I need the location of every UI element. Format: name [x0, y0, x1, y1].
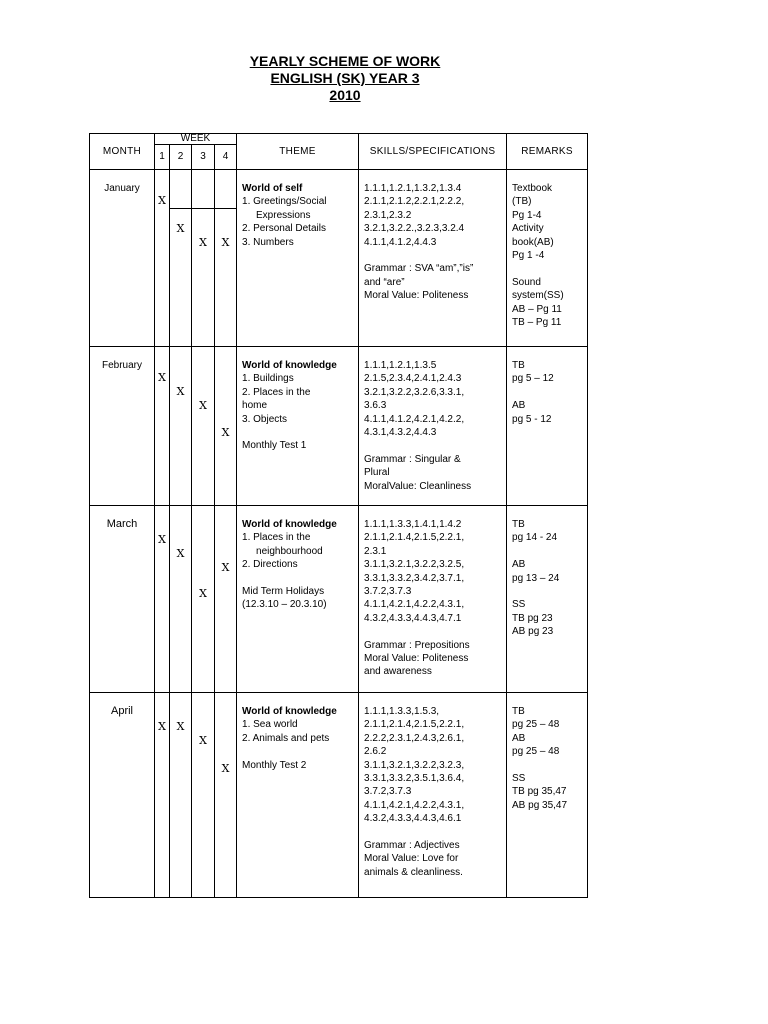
- skills-line: 3.3.1,3.3.2,3.5.1,3.6.4,: [364, 773, 465, 785]
- week-mark: X: [199, 734, 207, 747]
- skills-line: 1.1.1,1.2.1,1.3.2,1.3.4: [364, 183, 462, 194]
- skills-cell: [359, 506, 507, 693]
- week-mark: X: [158, 371, 166, 384]
- week-3-cell: [192, 693, 215, 898]
- theme-line: 1. Sea world: [242, 719, 298, 731]
- remarks-line: pg 5 – 12: [512, 373, 554, 385]
- week-1-header: 1: [155, 145, 170, 170]
- theme-line: Mid Term Holidays: [242, 586, 325, 598]
- week-mark: X: [221, 426, 230, 439]
- week-4-cell: [215, 693, 237, 898]
- theme-line: Expressions: [256, 209, 311, 221]
- spacer: [364, 826, 502, 839]
- skills-line: 4.1.1,4.2.1,4.2.2,4.3.1,: [364, 599, 465, 611]
- skills-line: and awareness: [364, 666, 432, 678]
- month-cell: February: [90, 347, 155, 506]
- document-title-line-1: YEARLY SCHEME OF WORK: [249, 53, 441, 69]
- week-2-cell: [170, 506, 192, 693]
- skills-line: 3.3.1,3.3.2,3.4.2,3.7.1,: [364, 572, 465, 584]
- theme-line: Monthly Test 1: [242, 440, 307, 452]
- week-mark: X: [221, 236, 230, 249]
- theme-cell: [237, 506, 359, 693]
- month-header: MONTH: [90, 134, 155, 170]
- theme-title: World of self: [242, 183, 303, 194]
- week-4-cell: [215, 170, 237, 347]
- spacer: [242, 572, 354, 585]
- theme-cell: [237, 693, 359, 898]
- week-mark: X: [176, 547, 185, 560]
- month-cell: March: [90, 506, 155, 693]
- week-mark: X: [176, 222, 185, 235]
- skills-line: 2.6.2: [364, 746, 387, 758]
- remarks-line: TB pg 23: [512, 612, 553, 624]
- skills-line: 2.1.5,2.3.4,2.4.1,2.4.3: [364, 373, 462, 385]
- remarks-line: TB – Pg 11: [512, 317, 562, 329]
- skills-line: Moral Value: Politeness: [364, 653, 469, 665]
- remarks-line: system(SS): [512, 290, 564, 302]
- theme-line: 2. Personal Details: [242, 223, 326, 235]
- skills-line: animals & cleanliness.: [364, 866, 463, 878]
- remarks-line: SS: [512, 599, 526, 611]
- spacer: [364, 625, 502, 638]
- week-1-cell: [155, 693, 170, 898]
- skills-line: 4.1.1,4.1.2,4.4.3: [364, 236, 437, 248]
- remarks-line: Activity: [512, 223, 544, 235]
- remarks-line: Pg 1-4: [512, 209, 542, 221]
- skills-line: 4.3.1,4.3.2,4.4.3: [364, 427, 437, 439]
- table-row: [90, 347, 588, 506]
- remarks-line: pg 14 - 24: [512, 532, 558, 544]
- remarks-cell: [507, 170, 588, 347]
- skills-line: 2.1.1,2.1.4,2.1.5,2.2.1,: [364, 532, 465, 544]
- remarks-line: TB: [512, 706, 525, 717]
- week-mark: X: [221, 762, 230, 775]
- skills-line: Moral Value: Love for: [364, 853, 459, 865]
- spacer: [512, 545, 584, 558]
- theme-cell: [237, 347, 359, 506]
- remarks-line: TB pg 35,47: [512, 786, 567, 798]
- week-4-cell: [215, 506, 237, 693]
- skills-line: and “are”: [364, 276, 405, 288]
- document-title-line-2: ENGLISH (SK) YEAR 3: [270, 70, 420, 86]
- week-mark: X: [158, 720, 166, 733]
- skills-line: 1.1.1,1.3.3,1.4.1,1.4.2: [364, 519, 462, 530]
- skills-cell: [359, 693, 507, 898]
- remarks-line: AB pg 23: [512, 626, 554, 638]
- week-mark: X: [158, 194, 166, 207]
- skills-line: Grammar : Adjectives: [364, 840, 460, 852]
- remarks-line: pg 25 – 48: [512, 719, 560, 731]
- remarks-line: pg 5 - 12: [512, 413, 552, 425]
- skills-line: Moral Value: Politeness: [364, 290, 469, 302]
- cell-divider: [192, 208, 214, 209]
- week-mark: X: [176, 720, 185, 733]
- skills-line: 1.1.1,1.3.3,1.5.3,: [364, 706, 440, 717]
- spacer: [512, 386, 584, 399]
- week-3-cell: [192, 506, 215, 693]
- theme-line: 2. Animals and pets: [242, 732, 330, 744]
- spacer: [242, 745, 354, 758]
- theme-line: Monthly Test 2: [242, 759, 307, 771]
- skills-line: 4.1.1,4.1.2,4.2.1,4.2.2,: [364, 413, 465, 425]
- week-mark: X: [158, 533, 166, 546]
- theme-header: THEME: [237, 134, 359, 170]
- remarks-line: pg 25 – 48: [512, 746, 560, 758]
- remarks-line: TB: [512, 519, 525, 530]
- theme-line: neighbourhood: [256, 545, 323, 557]
- skills-line: 4.3.2,4.3.3,4.4.3,4.7.1: [364, 612, 462, 624]
- month-cell: January: [90, 170, 155, 347]
- scheme-of-work-table: [89, 133, 588, 898]
- week-2-header: 2: [170, 145, 192, 170]
- theme-title: World of knowledge: [242, 360, 337, 371]
- skills-line: 2.1.1,2.1.2,2.2.1,2.2.2,: [364, 196, 465, 208]
- spacer: [364, 439, 502, 452]
- skills-line: Grammar : SVA “am”,”is”: [364, 263, 474, 275]
- week-1-cell: [155, 170, 170, 347]
- skills-line: 3.2.1,3.2.2.,3.2.3,3.2.4: [364, 223, 465, 235]
- skills-cell: [359, 347, 507, 506]
- spacer: [242, 426, 354, 439]
- theme-cell: [237, 170, 359, 347]
- week-4-cell: [215, 347, 237, 506]
- week-mark: X: [176, 385, 185, 398]
- skills-line: 1.1.1,1.2.1,1.3.5: [364, 360, 437, 371]
- week-4-header: 4: [215, 145, 237, 170]
- week-mark: X: [221, 561, 230, 574]
- week-header: WEEK: [155, 134, 237, 145]
- remarks-cell: [507, 693, 588, 898]
- skills-line: 2.3.1,2.3.2: [364, 209, 412, 221]
- skills-line: 2.1.1,2.1.4,2.1.5,2.2.1,: [364, 719, 465, 731]
- spacer: [512, 585, 584, 598]
- remarks-line: (TB): [512, 196, 532, 208]
- cell-divider: [215, 208, 236, 209]
- theme-line: 2. Places in the: [242, 386, 311, 398]
- week-1-cell: [155, 347, 170, 506]
- theme-line: (12.3.10 – 20.3.10): [242, 599, 327, 611]
- remarks-line: AB: [512, 400, 526, 412]
- skills-line: 3.2.1,3.2.2,3.2.6,3.3.1,: [364, 386, 465, 398]
- week-mark: X: [199, 399, 207, 412]
- spacer: [512, 262, 584, 275]
- remarks-line: pg 13 – 24: [512, 572, 560, 584]
- remarks-cell: [507, 506, 588, 693]
- week-3-header: 3: [192, 145, 215, 170]
- skills-line: Grammar : Singular &: [364, 453, 461, 465]
- week-mark: X: [199, 236, 207, 249]
- remarks-cell: [507, 347, 588, 506]
- cell-divider: [170, 208, 191, 209]
- theme-line: home: [242, 400, 268, 412]
- week-3-cell: [192, 347, 215, 506]
- week-1-cell: [155, 506, 170, 693]
- remarks-line: book(AB): [512, 236, 554, 248]
- theme-title: World of knowledge: [242, 519, 337, 530]
- remarks-header: REMARKS: [507, 134, 588, 170]
- remarks-line: AB – Pg 11: [512, 303, 562, 315]
- remarks-line: Sound: [512, 276, 541, 288]
- skills-line: Grammar : Prepositions: [364, 639, 470, 651]
- remarks-line: AB pg 35,47: [512, 799, 568, 811]
- theme-line: 3. Numbers: [242, 236, 294, 248]
- week-3-cell: [192, 170, 215, 347]
- skills-line: 4.3.2,4.3.3,4.4.3,4.6.1: [364, 813, 462, 825]
- spacer: [364, 249, 502, 262]
- skills-line: 2.2.2,2.3.1,2.4.3,2.6.1,: [364, 732, 465, 744]
- remarks-line: AB: [512, 559, 526, 571]
- skills-line: MoralValue: Cleanliness: [364, 480, 472, 492]
- table-row: [90, 170, 588, 347]
- skills-line: 3.1.1,3.2.1,3.2.2,3.2.3,: [364, 759, 465, 771]
- skills-line: 4.1.1,4.2.1,4.2.2,4.3.1,: [364, 799, 465, 811]
- theme-line: 1. Places in the: [242, 532, 311, 544]
- skills-header: SKILLS/SPECIFICATIONS: [359, 134, 507, 170]
- skills-line: 2.3.1: [364, 545, 387, 557]
- week-2-cell: [170, 170, 192, 347]
- week-2-cell: [170, 693, 192, 898]
- week-mark: X: [199, 587, 207, 600]
- skills-line: 3.7.2,3.7.3: [364, 586, 412, 598]
- remarks-line: Textbook: [512, 183, 553, 194]
- skills-line: 3.6.3: [364, 400, 387, 412]
- week-2-cell: [170, 347, 192, 506]
- spacer: [512, 759, 584, 772]
- table-row: [90, 693, 588, 898]
- remarks-line: SS: [512, 773, 526, 785]
- theme-title: World of knowledge: [242, 706, 337, 717]
- table-row: [90, 506, 588, 693]
- document-title-year: 2010: [329, 87, 361, 103]
- remarks-line: Pg 1 -4: [512, 250, 545, 262]
- skills-line: 3.7.2,3.7.3: [364, 786, 412, 798]
- theme-line: 1. Buildings: [242, 373, 294, 385]
- remarks-line: AB: [512, 732, 526, 744]
- skills-cell: [359, 170, 507, 347]
- theme-line: 2. Directions: [242, 559, 298, 571]
- remarks-line: TB: [512, 360, 525, 371]
- skills-line: 3.1.1,3.2.1,3.2.2,3.2.5,: [364, 559, 465, 571]
- theme-line: 3. Objects: [242, 413, 288, 425]
- theme-line: 1. Greetings/Social: [242, 196, 327, 208]
- month-cell: April: [90, 693, 155, 898]
- skills-line: Plural: [364, 467, 390, 479]
